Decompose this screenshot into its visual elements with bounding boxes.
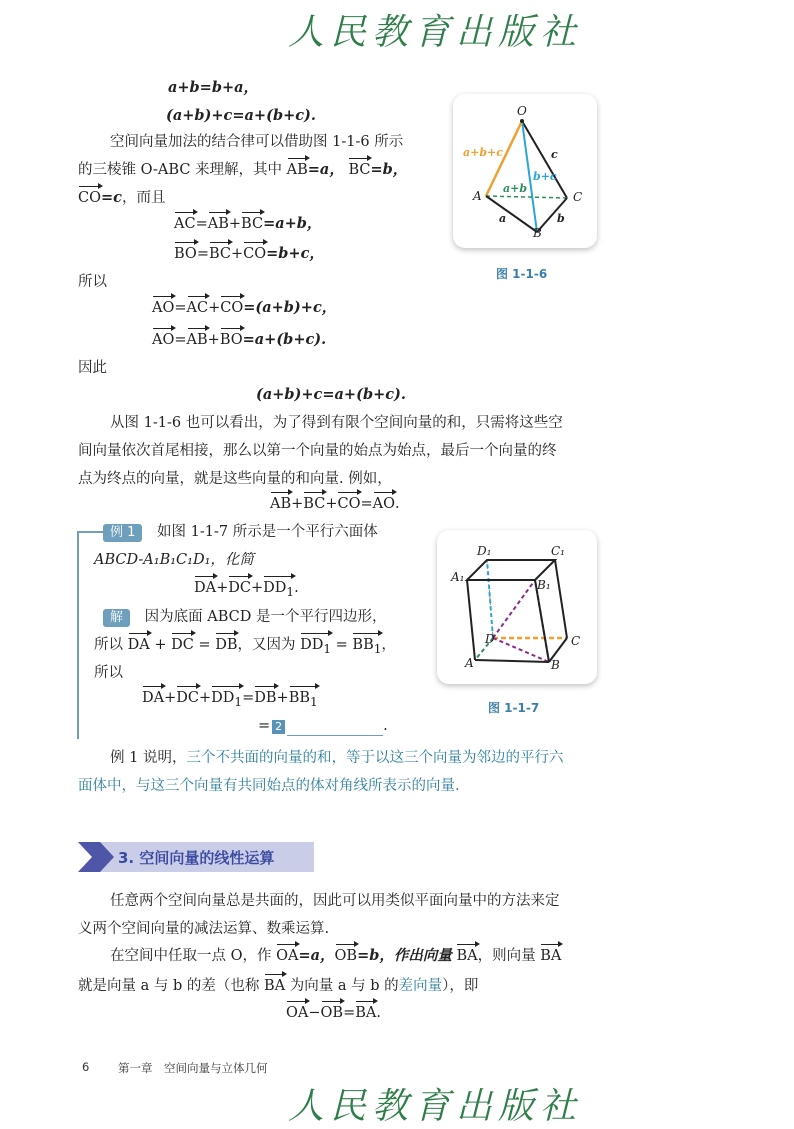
intro-text: 的三棱锥 O-ABC 来理解，其中 xyxy=(78,162,287,178)
fig2-label-D: D xyxy=(485,632,495,646)
explanation-line-2: 面体中，与这三个向量有共同始点的体对角线所表示的向量. xyxy=(78,778,460,794)
difference-equation: OA−OB=BA. xyxy=(286,1005,381,1021)
fig2-label-A1: A₁ xyxy=(451,570,465,584)
AO-equation-1: AO=AC+CO=(a+b)+c， xyxy=(152,299,337,316)
para2-line-1: 从图 1-1-6 也可以看出，为了得到有限个空间向量的和，只需将这些空 xyxy=(110,415,563,431)
publisher-logo: 人民教育出版社 xyxy=(288,12,583,53)
fig1-label-B: B xyxy=(533,226,542,240)
explanation-lead: 例 1 说明， xyxy=(110,750,187,766)
para3-line-3: 在空间中任取一点 O，作 OA=a，OB=b，作出向量 BA，则向量 BA xyxy=(110,947,562,964)
answer-blank[interactable] xyxy=(287,735,383,736)
example-expression: $DA+DC+DD_1$. xyxy=(194,578,299,602)
figure-1-1-7 xyxy=(437,530,597,684)
p3-f: 为向量 a 与 b 的 xyxy=(289,978,399,994)
publisher-logo-footer: 人民教育出版社 xyxy=(288,1086,583,1127)
sum-example: AB+BC+CO=AO. xyxy=(270,496,400,512)
fig1-label-C: C xyxy=(573,190,583,204)
chapter-title: 第一章 空间向量与立体几何 xyxy=(118,1061,268,1075)
example-line-1 xyxy=(103,522,378,542)
AB-eq: =a， xyxy=(307,161,344,178)
fig1-label-c: c xyxy=(551,148,558,161)
associative-law: (a+b)+c=a+(b+c). xyxy=(166,107,316,124)
vector-CO: CO xyxy=(78,190,101,206)
para3-line-4: 就是向量 a 与 b 的差（也称 BA 为向量 a 与 b 的差向量），即 xyxy=(78,978,479,994)
intro-line-1: 空间向量加法的结合律可以借助图 1-1-6 所示 xyxy=(110,134,404,150)
solution-result: = 2 . xyxy=(258,718,388,734)
fig1-label-apbpc: a+b+c xyxy=(463,146,503,159)
para2-line-2: 间向量依次首尾相接，那么以第一个向量的始点为始点，最后一个向量的终 xyxy=(78,443,557,459)
explanation-line-1 xyxy=(110,748,563,768)
commutative-law: a+b=b+a， xyxy=(168,79,259,96)
para2-line-3: 点为终点的向量，就是这些向量的和向量. 例如， xyxy=(78,471,392,487)
p3-final: . xyxy=(376,1005,381,1021)
and-text: ，而且 xyxy=(121,190,166,206)
fig1-label-A: A xyxy=(473,189,482,203)
AO-rhs-2: =a+(b+c). xyxy=(242,331,327,348)
solution-expression: $DA+DC+DD_1=DB+BB_1$ xyxy=(142,688,318,712)
fig1-caption: 图 1-1-6 xyxy=(496,267,548,281)
fig1-label-O: O xyxy=(517,104,527,118)
therefore-label: 因此 xyxy=(78,360,107,376)
associative-result: (a+b)+c=a+(b+c). xyxy=(256,386,406,403)
difference-vector-term: 差向量 xyxy=(398,978,443,994)
so-label-1: 所以 xyxy=(78,274,107,290)
fig1-label-a: a xyxy=(499,212,507,225)
example-bracket xyxy=(77,531,79,739)
fig1-label-apb: a+b xyxy=(503,182,528,195)
vector-BC: BC xyxy=(348,162,371,178)
para3-line-1: 任意两个空间向量总是共面的，因此可以用类似平面向量中的方法来定 xyxy=(110,893,560,909)
solution-line-1 xyxy=(103,607,386,627)
AO-rhs-1: =(a+b)+c， xyxy=(243,299,337,316)
AC-equation: AC=AB+BC=a+b， xyxy=(174,215,322,232)
solution-tag: 解 xyxy=(103,609,130,627)
p3-g: ），即 xyxy=(442,978,479,994)
fig2-label-B: B xyxy=(551,658,560,672)
figure-1-1-6 xyxy=(453,94,597,248)
solution-so: 所以 xyxy=(94,637,123,653)
solution-text-1: 因为底面 ABCD 是一个平行四边形， xyxy=(144,609,387,625)
AO-equation-2: AO=AB+BO=a+(b+c). xyxy=(152,331,327,348)
BO-rhs: =b+c， xyxy=(266,245,324,262)
example-tag: 例 1 xyxy=(103,524,142,542)
example-text-1: 如图 1-1-7 所示是一个平行六面体 xyxy=(157,524,378,540)
example-bracket-top xyxy=(77,531,103,533)
p3-c: =b，作出向量 xyxy=(357,947,452,964)
explanation-highlight-1: 三个不共面的向量的和，等于以这三个向量为邻边的平行六 xyxy=(186,750,564,766)
section-heading xyxy=(78,842,314,872)
fig2-caption: 图 1-1-7 xyxy=(488,701,540,715)
page-number: 6 xyxy=(82,1060,90,1074)
CO-eq: =c xyxy=(100,189,122,206)
AC-rhs: =a+b， xyxy=(263,215,322,232)
solution-so-label: 所以 xyxy=(94,665,123,681)
intro-line-2 xyxy=(78,160,407,180)
fig1-label-b: b xyxy=(557,212,565,225)
example-line-2: ABCD-A₁B₁C₁D₁，化简 xyxy=(94,552,254,568)
intro-line-3 xyxy=(78,188,165,208)
solution-since: ，又因为 xyxy=(237,637,296,653)
BO-equation: BO=BC+CO=b+c， xyxy=(174,245,324,262)
fig2-label-B1: B₁ xyxy=(537,578,551,592)
para3-line-2: 义两个空间向量的减法运算、数乘运算. xyxy=(78,921,330,937)
fig2-label-D1: D₁ xyxy=(477,544,492,558)
p3-d: ，则向量 xyxy=(477,948,536,964)
vector-AB: AB xyxy=(286,162,308,178)
section-title: 3. 空间向量的线性运算 xyxy=(118,849,275,867)
p3-a: 在空间中任取一点 O，作 xyxy=(110,948,272,964)
fig2-label-C1: C₁ xyxy=(551,544,565,558)
p3-e: 就是向量 a 与 b 的差（也称 xyxy=(78,978,260,994)
fig1-label-bpc: b+c xyxy=(533,170,557,183)
answer-blank-number: 2 xyxy=(272,720,285,734)
solution-line-2: 所以 DA + DC = DB，又因为 $DD_1 = BB_1$， xyxy=(94,635,396,659)
fig2-label-A: A xyxy=(465,656,474,670)
BC-eq: =b， xyxy=(370,161,408,178)
p3-b: =a， xyxy=(298,947,335,964)
fig2-label-C: C xyxy=(571,634,581,648)
